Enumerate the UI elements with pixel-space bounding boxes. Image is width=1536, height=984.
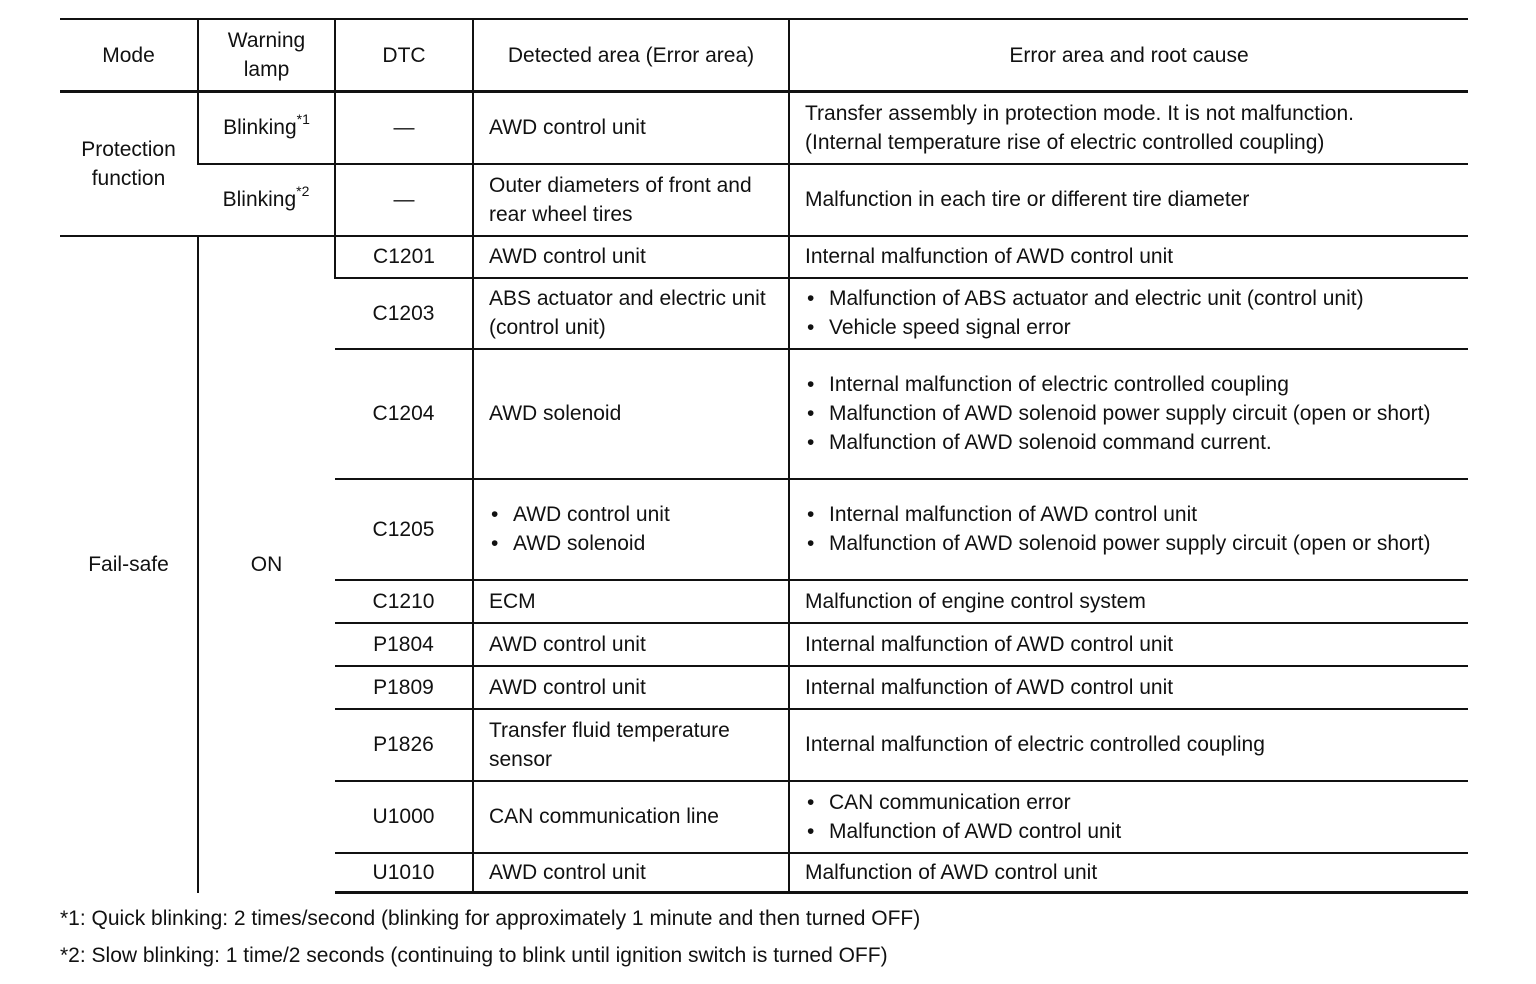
cause-list	[805, 284, 1462, 342]
cause-cell: Malfunction of AWD control unit	[789, 853, 1468, 893]
list-item: • Vehicle speed signal error	[805, 313, 1462, 342]
header-warning-lamp-text: Warning lamp	[227, 29, 306, 81]
dtc-cell: C1203	[335, 278, 473, 349]
dtc-table	[60, 18, 1468, 894]
cause-cell	[789, 781, 1468, 853]
header-warning-lamp	[198, 19, 335, 92]
lamp-text: Blinking	[222, 188, 297, 211]
cause-cell	[789, 479, 1468, 580]
dtc-cell: C1201	[335, 236, 473, 278]
table-row	[60, 92, 1468, 164]
header-row	[60, 19, 1468, 92]
area-cell	[473, 479, 789, 580]
cause-cell: Internal malfunction of electric controlled coupling	[789, 709, 1468, 781]
dtc-cell: —	[335, 92, 473, 164]
area-cell: AWD control unit	[473, 666, 789, 709]
cause-cell: Malfunction of engine control system	[789, 580, 1468, 623]
cause-list	[805, 788, 1462, 846]
footnote-1: *1: Quick blinking: 2 times/second (blinking for approximately 1 minute and then turned OFF)	[60, 907, 921, 930]
list-item: • Malfunction of AWD solenoid power supply circuit (open or short)	[805, 529, 1462, 558]
footnotes	[60, 904, 920, 978]
mode-protection	[60, 92, 198, 236]
cause-cell: Internal malfunction of AWD control unit	[789, 666, 1468, 709]
area-cell: AWD control unit	[473, 623, 789, 666]
area-cell: Transfer fluid temperature sensor	[473, 709, 789, 781]
table-row	[60, 164, 1468, 236]
cause-cell: Malfunction in each tire or different tire diameter	[789, 164, 1468, 236]
cause-cell: Internal malfunction of AWD control unit	[789, 236, 1468, 278]
cause-line: (Internal temperature rise of electric controlled coupling)	[805, 130, 1325, 154]
list-item: • CAN communication error	[805, 788, 1462, 817]
cause-cell	[789, 349, 1468, 479]
header-mode: Mode	[60, 19, 198, 92]
list-item: • Internal malfunction of electric controlled coupling	[805, 370, 1462, 399]
dtc-cell: —	[335, 164, 473, 236]
dtc-cell: C1204	[335, 349, 473, 479]
dtc-cell: U1000	[335, 781, 473, 853]
list-item: • Malfunction of AWD solenoid power supply circuit (open or short)	[805, 399, 1462, 428]
area-cell: ABS actuator and electric unit (control unit)	[473, 278, 789, 349]
cause-cell	[789, 278, 1468, 349]
list-item: • AWD solenoid	[489, 529, 782, 558]
lamp-on: ON	[198, 236, 335, 893]
footnote-2: *2: Slow blinking: 1 time/2 seconds (continuing to blink until ignition switch is turned OFF)	[60, 944, 888, 967]
header-root-cause: Error area and root cause	[789, 19, 1468, 92]
mode-protection-text: Protection function	[81, 137, 176, 190]
dtc-cell: C1205	[335, 479, 473, 580]
cause-cell: Internal malfunction of AWD control unit	[789, 623, 1468, 666]
area-cell: AWD control unit	[473, 236, 789, 278]
dtc-cell: P1809	[335, 666, 473, 709]
area-cell: AWD control unit	[473, 853, 789, 893]
lamp-text: Blinking	[223, 116, 297, 140]
mode-failsafe: Fail-safe	[60, 236, 198, 893]
list-item: • Internal malfunction of AWD control unit	[805, 500, 1462, 529]
lamp-note: *1	[296, 111, 310, 128]
list-item: • Malfunction of ABS actuator and electric unit (control unit)	[805, 284, 1462, 313]
list-item: • AWD control unit	[489, 500, 782, 529]
cause-list	[805, 370, 1462, 457]
dtc-cell: P1804	[335, 623, 473, 666]
dtc-cell: U1010	[335, 853, 473, 893]
area-cell: Outer diameters of front and rear wheel tires	[473, 164, 789, 236]
lamp-note: *2	[296, 183, 310, 199]
table-row	[60, 236, 1468, 278]
list-item: • Malfunction of AWD control unit	[805, 817, 1462, 846]
area-cell: AWD solenoid	[473, 349, 789, 479]
header-dtc: DTC	[335, 19, 473, 92]
header-detected-area: Detected area (Error area)	[473, 19, 789, 92]
dtc-cell: P1826	[335, 709, 473, 781]
lamp-cell	[198, 92, 335, 164]
area-list	[489, 500, 782, 558]
cause-list	[805, 500, 1462, 558]
cause-cell	[789, 92, 1468, 164]
cause-line: Transfer assembly in protection mode. It is not malfunction.	[805, 101, 1354, 125]
area-cell: ECM	[473, 580, 789, 623]
dtc-cell: C1210	[335, 580, 473, 623]
list-item: • Malfunction of AWD solenoid command current.	[805, 428, 1462, 457]
area-cell: CAN communication line	[473, 781, 789, 853]
lamp-cell	[198, 164, 335, 236]
area-cell: AWD control unit	[473, 92, 789, 164]
